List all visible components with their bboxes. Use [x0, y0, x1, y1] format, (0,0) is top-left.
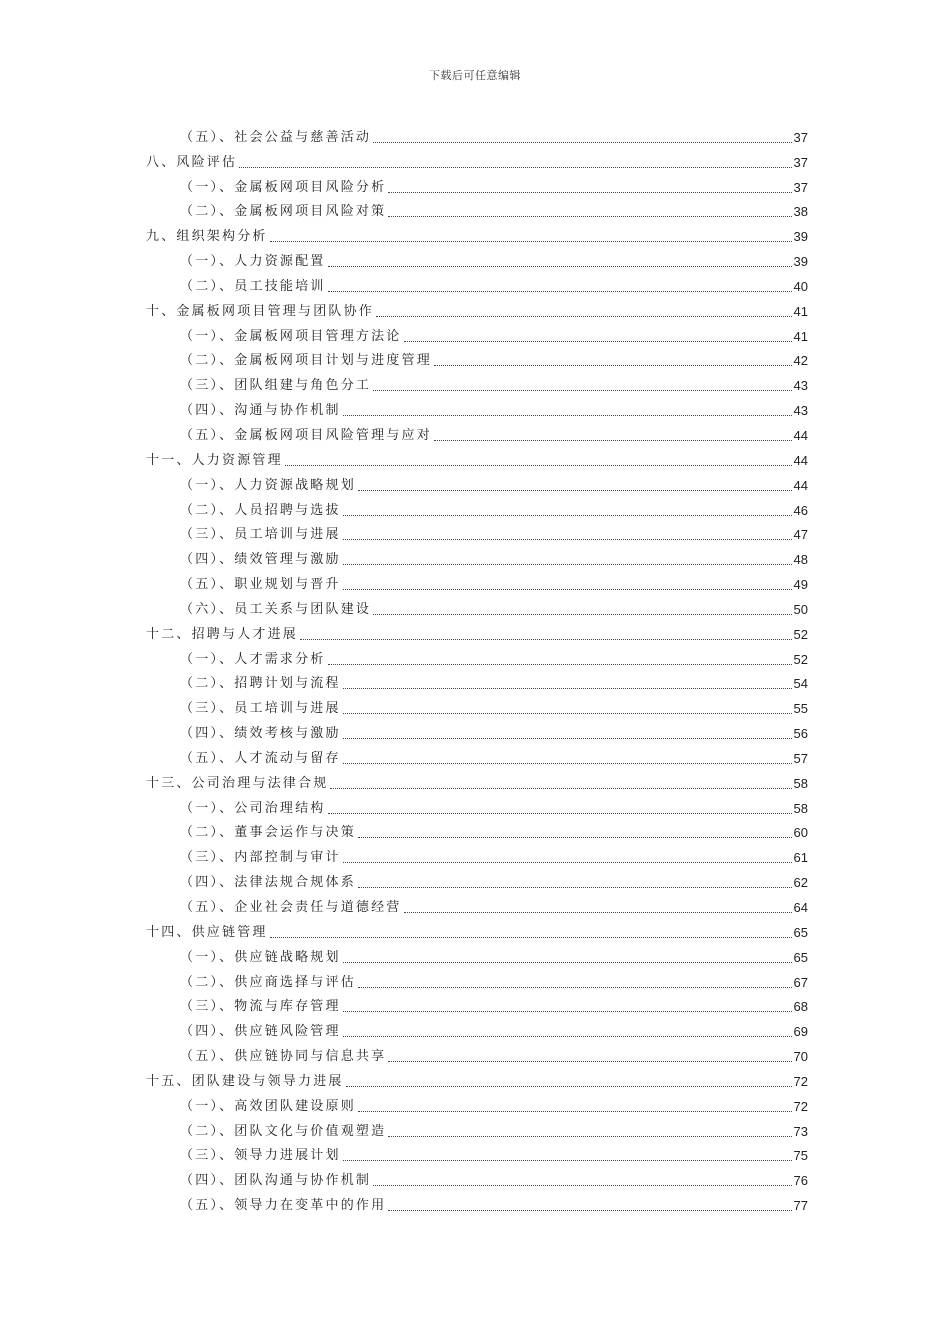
toc-entry-label: 十三、公司治理与法律合规	[146, 775, 329, 791]
toc-entry-label: （四）、团队沟通与协作机制	[180, 1173, 372, 1189]
toc-entry-label: （一）、高效团队建设原则	[180, 1098, 356, 1114]
toc-entry-page-number: 70	[793, 1049, 808, 1065]
toc-entry-label: （二）、员工技能培训	[180, 278, 326, 294]
toc-dot-leader	[343, 515, 792, 516]
toc-dot-leader	[434, 365, 792, 366]
toc-entry-label: （三）、员工培训与进展	[180, 701, 341, 717]
toc-chapter-entry[interactable]	[146, 150, 808, 175]
toc-section-entry[interactable]	[146, 696, 808, 721]
toc-dot-leader	[388, 216, 791, 217]
toc-dot-leader	[358, 490, 792, 491]
toc-entry-label: 十四、供应链管理	[146, 924, 268, 940]
toc-dot-leader	[328, 291, 792, 292]
toc-entry-label: （五）、金属板网项目风险管理与应对	[180, 427, 432, 443]
toc-entry-label: （三）、领导力进展计划	[180, 1148, 341, 1164]
toc-dot-leader	[343, 962, 792, 963]
toc-entry-label: （二）、金属板网项目风险对策	[180, 204, 387, 220]
toc-entry-page-number: 39	[793, 254, 808, 270]
toc-entry-label: （一）、公司治理结构	[180, 800, 326, 816]
toc-entry-label: （二）、董事会运作与决策	[180, 825, 356, 841]
toc-dot-leader	[373, 614, 791, 615]
toc-entry-page-number: 43	[793, 403, 808, 419]
toc-entry-page-number: 62	[793, 875, 808, 891]
toc-section-entry[interactable]	[146, 249, 808, 274]
toc-dot-leader	[434, 440, 792, 441]
toc-entry-label: （一）、金属板网项目风险分析	[180, 179, 387, 195]
toc-entry-label: （五）、领导力在变革中的作用	[180, 1198, 387, 1214]
toc-dot-leader	[300, 639, 792, 640]
toc-section-entry[interactable]	[146, 1144, 808, 1169]
toc-entry-page-number: 52	[793, 651, 808, 667]
toc-entry-page-number: 44	[793, 477, 808, 493]
toc-section-entry[interactable]	[146, 597, 808, 622]
toc-entry-page-number: 37	[793, 154, 808, 170]
toc-entry-label: （五）、社会公益与慈善活动	[180, 129, 372, 145]
toc-chapter-entry[interactable]	[146, 920, 808, 945]
toc-dot-leader	[239, 167, 791, 168]
toc-entry-page-number: 72	[793, 1073, 808, 1089]
toc-entry-label: （三）、内部控制与审计	[180, 850, 341, 866]
toc-section-entry[interactable]	[146, 349, 808, 374]
toc-section-entry[interactable]	[146, 1094, 808, 1119]
toc-entry-page-number: 69	[793, 1024, 808, 1040]
toc-section-entry[interactable]	[146, 746, 808, 771]
toc-entry-page-number: 58	[793, 775, 808, 791]
toc-entry-page-number: 47	[793, 527, 808, 543]
toc-entry-label: 九、组织架构分析	[146, 229, 268, 245]
toc-dot-leader	[358, 987, 792, 988]
toc-entry-label: （五）、人才流动与留存	[180, 750, 341, 766]
toc-entry-label: （一）、金属板网项目管理方法论	[180, 328, 402, 344]
toc-entry-page-number: 67	[793, 974, 808, 990]
toc-entry-label: （四）、绩效管理与激励	[180, 552, 341, 568]
toc-entry-page-number: 76	[793, 1173, 808, 1189]
toc-entry-page-number: 42	[793, 353, 808, 369]
toc-section-entry[interactable]	[146, 796, 808, 821]
toc-entry-label: （三）、员工培训与进展	[180, 527, 341, 543]
toc-dot-leader	[328, 266, 792, 267]
toc-chapter-entry[interactable]	[146, 299, 808, 324]
toc-entry-page-number: 48	[793, 552, 808, 568]
toc-section-entry[interactable]	[146, 995, 808, 1020]
toc-entry-label: （二）、招聘计划与流程	[180, 676, 341, 692]
toc-entry-label: （一）、人力资源配置	[180, 254, 326, 270]
toc-entry-label: （二）、人员招聘与选拔	[180, 502, 341, 518]
toc-entry-label: （四）、沟通与协作机制	[180, 403, 341, 419]
toc-section-entry[interactable]	[146, 175, 808, 200]
toc-entry-page-number: 55	[793, 701, 808, 717]
toc-dot-leader	[358, 1111, 792, 1112]
toc-section-entry[interactable]	[146, 821, 808, 846]
toc-dot-leader	[328, 664, 792, 665]
toc-entry-label: （四）、供应链风险管理	[180, 1024, 341, 1040]
toc-dot-leader	[388, 1061, 791, 1062]
toc-dot-leader	[404, 341, 792, 342]
toc-section-entry[interactable]	[146, 547, 808, 572]
toc-dot-leader	[330, 788, 791, 789]
toc-dot-leader	[343, 713, 792, 714]
toc-entry-page-number: 73	[793, 1123, 808, 1139]
toc-section-entry[interactable]	[146, 324, 808, 349]
toc-section-entry[interactable]	[146, 473, 808, 498]
toc-dot-leader	[373, 142, 791, 143]
toc-section-entry[interactable]	[146, 200, 808, 225]
toc-entry-label: 十二、招聘与人才进展	[146, 626, 299, 642]
toc-dot-leader	[376, 316, 792, 317]
toc-entry-page-number: 58	[793, 800, 808, 816]
toc-dot-leader	[343, 415, 792, 416]
toc-entry-page-number: 56	[793, 726, 808, 742]
toc-entry-page-number: 77	[793, 1198, 808, 1214]
toc-dot-leader	[404, 912, 792, 913]
toc-section-entry[interactable]	[146, 970, 808, 995]
toc-section-entry[interactable]	[146, 1193, 808, 1218]
toc-entry-label: 八、风险评估	[146, 154, 238, 170]
toc-chapter-entry[interactable]	[146, 771, 808, 796]
table-of-contents	[146, 125, 808, 1218]
toc-chapter-entry[interactable]	[146, 622, 808, 647]
toc-entry-page-number: 44	[793, 452, 808, 468]
toc-dot-leader	[358, 887, 792, 888]
toc-dot-leader	[343, 1160, 792, 1161]
toc-entry-page-number: 49	[793, 577, 808, 593]
toc-entry-page-number: 61	[793, 850, 808, 866]
toc-dot-leader	[343, 1011, 792, 1012]
toc-entry-label: （四）、绩效考核与激励	[180, 726, 341, 742]
toc-dot-leader	[270, 937, 792, 938]
toc-entry-label: （三）、物流与库存管理	[180, 999, 341, 1015]
toc-section-entry[interactable]	[146, 895, 808, 920]
toc-entry-page-number: 52	[793, 626, 808, 642]
toc-entry-page-number: 40	[793, 278, 808, 294]
toc-section-entry[interactable]	[146, 945, 808, 970]
toc-entry-page-number: 38	[793, 204, 808, 220]
toc-section-entry[interactable]	[146, 672, 808, 697]
toc-entry-page-number: 72	[793, 1098, 808, 1114]
toc-section-entry[interactable]	[146, 1168, 808, 1193]
toc-entry-page-number: 43	[793, 378, 808, 394]
toc-entry-page-number: 37	[793, 129, 808, 145]
toc-section-entry[interactable]	[146, 125, 808, 150]
toc-dot-leader	[388, 1136, 791, 1137]
toc-entry-page-number: 75	[793, 1148, 808, 1164]
toc-entry-page-number: 41	[793, 303, 808, 319]
toc-dot-leader	[373, 1185, 791, 1186]
toc-entry-label: （五）、职业规划与晋升	[180, 577, 341, 593]
toc-dot-leader	[388, 1210, 791, 1211]
toc-chapter-entry[interactable]	[146, 448, 808, 473]
toc-section-entry[interactable]	[146, 398, 808, 423]
toc-dot-leader	[328, 813, 792, 814]
toc-entry-label: （一）、人才需求分析	[180, 651, 326, 667]
toc-entry-label: （五）、企业社会责任与道德经营	[180, 900, 402, 915]
toc-section-entry[interactable]	[146, 572, 808, 597]
toc-entry-label: （一）、供应链战略规划	[180, 949, 341, 965]
toc-chapter-entry[interactable]	[146, 224, 808, 249]
toc-entry-label: （二）、团队文化与价值观塑造	[180, 1123, 387, 1139]
toc-section-entry[interactable]	[146, 423, 808, 448]
toc-dot-leader	[388, 192, 791, 193]
toc-section-entry[interactable]	[146, 498, 808, 523]
toc-dot-leader	[343, 1036, 792, 1037]
toc-entry-label: （六）、员工关系与团队建设	[180, 601, 372, 617]
toc-section-entry[interactable]	[146, 1019, 808, 1044]
toc-entry-page-number: 54	[793, 676, 808, 692]
toc-section-entry[interactable]	[146, 870, 808, 895]
toc-entry-page-number: 39	[793, 229, 808, 245]
toc-section-entry[interactable]	[146, 721, 808, 746]
toc-dot-leader	[343, 539, 792, 540]
toc-section-entry[interactable]	[146, 1119, 808, 1144]
toc-entry-label: （二）、金属板网项目计划与进度管理	[180, 353, 432, 369]
toc-entry-page-number: 60	[793, 825, 808, 841]
toc-section-entry[interactable]	[146, 523, 808, 548]
toc-entry-page-number: 44	[793, 427, 808, 443]
toc-chapter-entry[interactable]	[146, 1069, 808, 1094]
toc-entry-page-number: 41	[793, 328, 808, 344]
toc-dot-leader	[343, 564, 792, 565]
toc-entry-label: 十、金属板网项目管理与团队协作	[146, 303, 375, 319]
toc-dot-leader	[346, 1086, 792, 1087]
toc-dot-leader	[343, 862, 792, 863]
toc-entry-page-number: 65	[793, 949, 808, 965]
toc-entry-page-number: 64	[793, 900, 808, 915]
toc-entry-label: 十一、人力资源管理	[146, 452, 283, 468]
toc-entry-label: 十五、团队建设与领导力进展	[146, 1073, 344, 1089]
toc-dot-leader	[358, 837, 792, 838]
toc-section-entry[interactable]	[146, 373, 808, 398]
toc-section-entry[interactable]	[146, 1044, 808, 1069]
toc-entry-label: （二）、供应商选择与评估	[180, 974, 356, 990]
toc-dot-leader	[343, 763, 792, 764]
toc-entry-label: （四）、法律法规合规体系	[180, 875, 356, 891]
toc-section-entry[interactable]	[146, 647, 808, 672]
toc-dot-leader	[343, 738, 792, 739]
toc-entry-page-number: 37	[793, 179, 808, 195]
toc-entry-label: （三）、团队组建与角色分工	[180, 378, 372, 394]
toc-dot-leader	[343, 688, 792, 689]
toc-entry-page-number: 65	[793, 924, 808, 940]
toc-dot-leader	[343, 589, 792, 590]
toc-entry-page-number: 50	[793, 601, 808, 617]
toc-dot-leader	[270, 241, 792, 242]
toc-entry-page-number: 46	[793, 502, 808, 518]
toc-section-entry[interactable]	[146, 845, 808, 870]
toc-section-entry[interactable]	[146, 274, 808, 299]
toc-entry-label: （五）、供应链协同与信息共享	[180, 1049, 387, 1065]
toc-entry-page-number: 68	[793, 999, 808, 1015]
toc-entry-page-number: 57	[793, 750, 808, 766]
toc-dot-leader	[373, 390, 791, 391]
toc-dot-leader	[285, 465, 792, 466]
page-header: 下载后可任意编辑	[429, 69, 521, 82]
toc-entry-label: （一）、人力资源战略规划	[180, 477, 356, 493]
